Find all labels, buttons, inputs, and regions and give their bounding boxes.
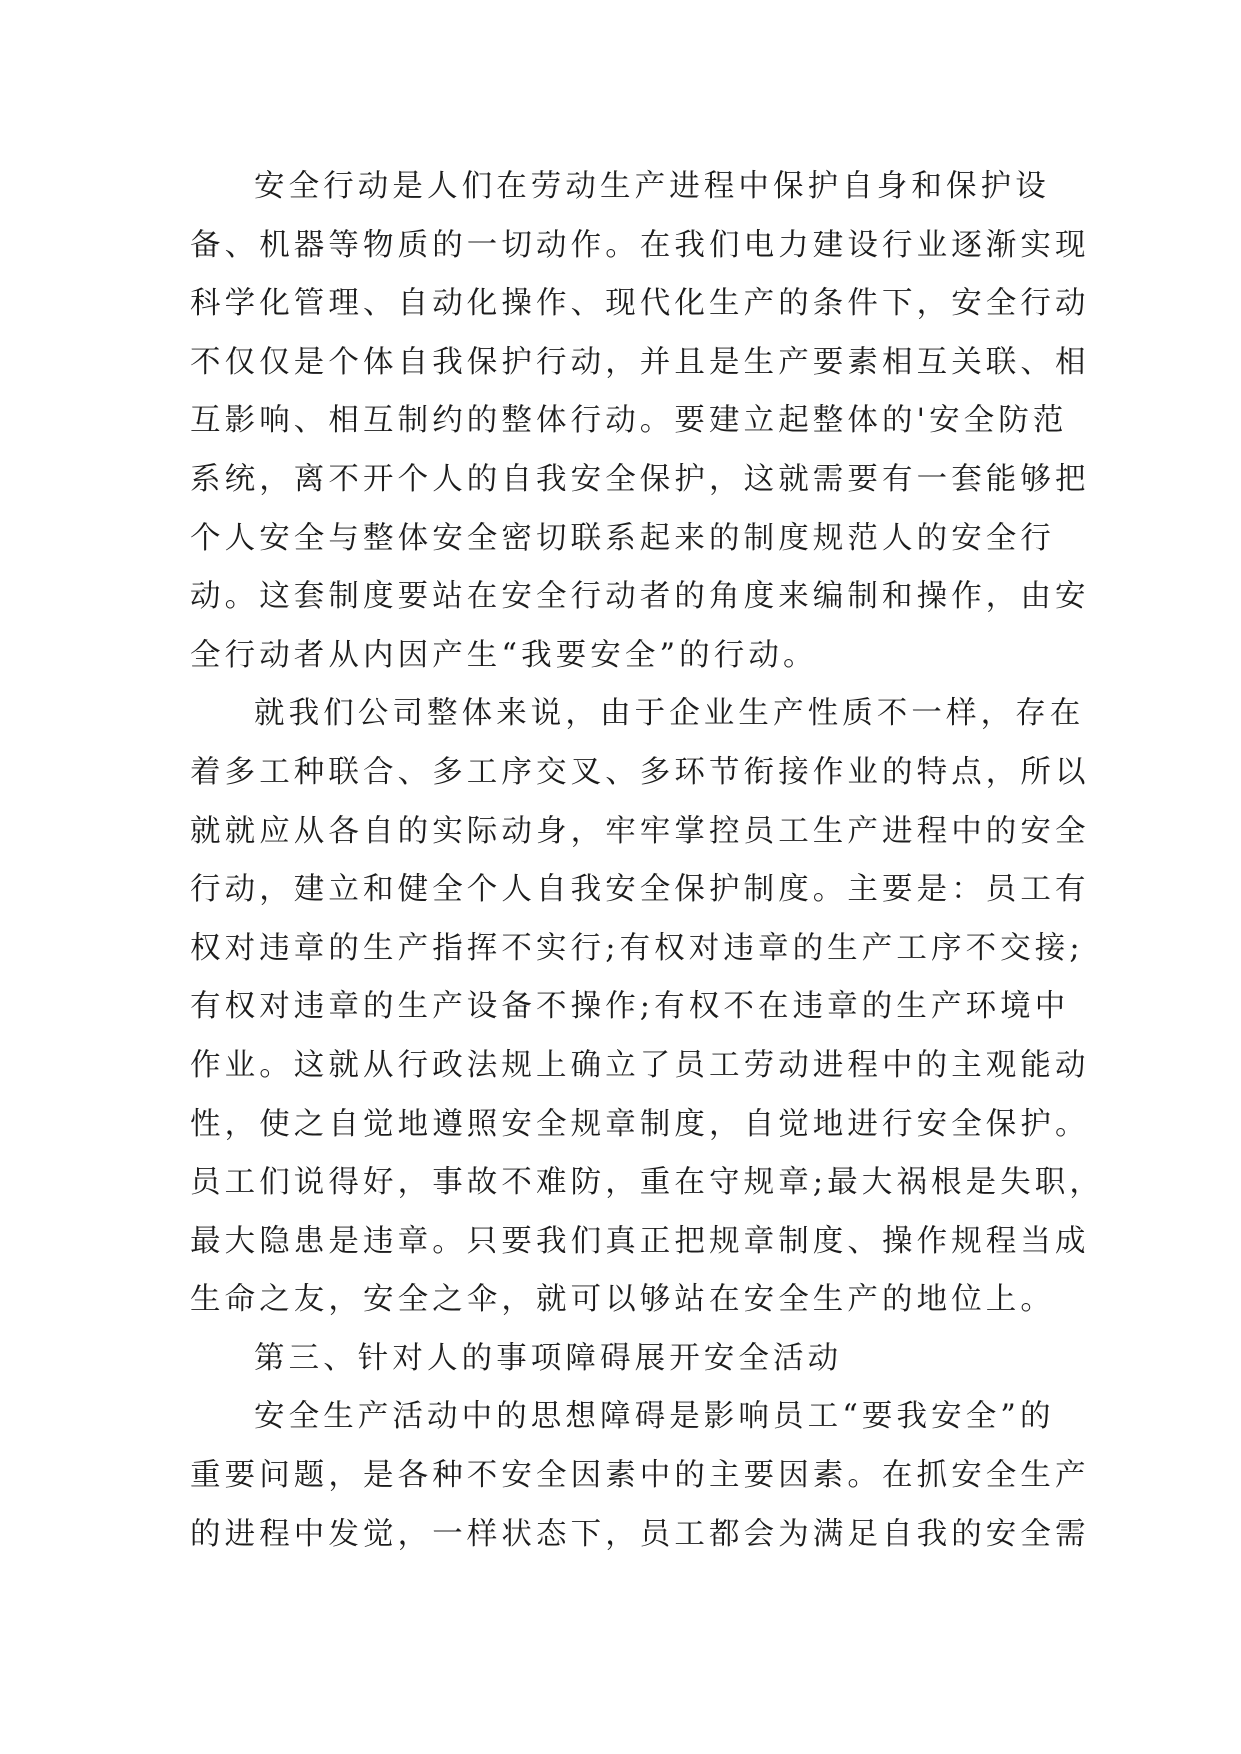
text-line: 系统，离不开个人的自我安全保护，这就需要有一套能够把: [190, 461, 1090, 497]
text-line: 的进程中发觉，一样状态下，员工都会为满足自我的安全需: [190, 1516, 1090, 1552]
text-line: 科学化管理、自动化操作、现代化生产的条件下，安全行动: [190, 286, 1090, 322]
text-line: 不仅仅是个体自我保护行动，并且是生产要素相互关联、相: [190, 344, 1090, 380]
text-line: 性，使之自觉地遵照安全规章制度，自觉地进行安全保护。: [190, 1106, 1090, 1142]
text-line: 权对违章的生产指挥不实行;有权对违章的生产工序不交接;: [190, 930, 1084, 966]
text-line: 重要问题，是各种不安全因素中的主要因素。在抓安全生产: [190, 1458, 1090, 1494]
section-heading: 第三、针对人的事项障碍展开安全活动: [254, 1340, 843, 1376]
section-heading-third: [190, 1330, 1070, 1389]
text-line: 安全生产活动中的思想障碍是影响员工“要我安全”的: [254, 1399, 1055, 1435]
text-line: 安全行动是人们在劳动生产进程中保护自身和保护设: [254, 169, 1050, 204]
text-line: 互影响、相互制约的整体行动。要建立起整体的'安全防范: [190, 403, 1068, 439]
text-line: 着多工种联合、多工序交叉、多环节衔接作业的特点，所以: [190, 754, 1090, 790]
text-line: 动。这套制度要站在安全行动者的角度来编制和操作，由安: [190, 579, 1090, 615]
text-line: 员工们说得好，事故不难防，重在守规章;最大祸根是失职，: [190, 1165, 1104, 1201]
paragraph-mental-barriers: [190, 1388, 1090, 1564]
text-line: 备、机器等物质的一切动作。在我们电力建设行业逐渐实现: [190, 227, 1090, 263]
text-line: 作业。这就从行政法规上确立了员工劳动进程中的主观能动: [190, 1047, 1090, 1083]
text-line: 就我们公司整体来说，由于企业生产性质不一样，存在: [254, 696, 1085, 732]
document-body: [190, 158, 1104, 1564]
text-line: 最大隐患是违章。只要我们真正把规章制度、操作规程当成: [190, 1223, 1090, 1259]
paragraph-company-overview: [190, 685, 1104, 1330]
paragraph-safety-action: [190, 158, 1090, 685]
text-line: 行动，建立和健全个人自我安全保护制度。主要是：员工有: [190, 872, 1090, 908]
text-line: 生命之友，安全之伞，就可以够站在安全生产的地位上。: [190, 1282, 1055, 1318]
text-line: 有权对违章的生产设备不操作;有权不在违章的生产环境中: [190, 989, 1070, 1025]
text-line: 个人安全与整体安全密切联系起来的制度规范人的安全行: [190, 520, 1055, 556]
text-line: 就就应从各自的实际动身，牢牢掌控员工生产进程中的安全: [190, 813, 1090, 849]
text-line: 全行动者从内因产生“我要安全”的行动。: [190, 637, 818, 673]
